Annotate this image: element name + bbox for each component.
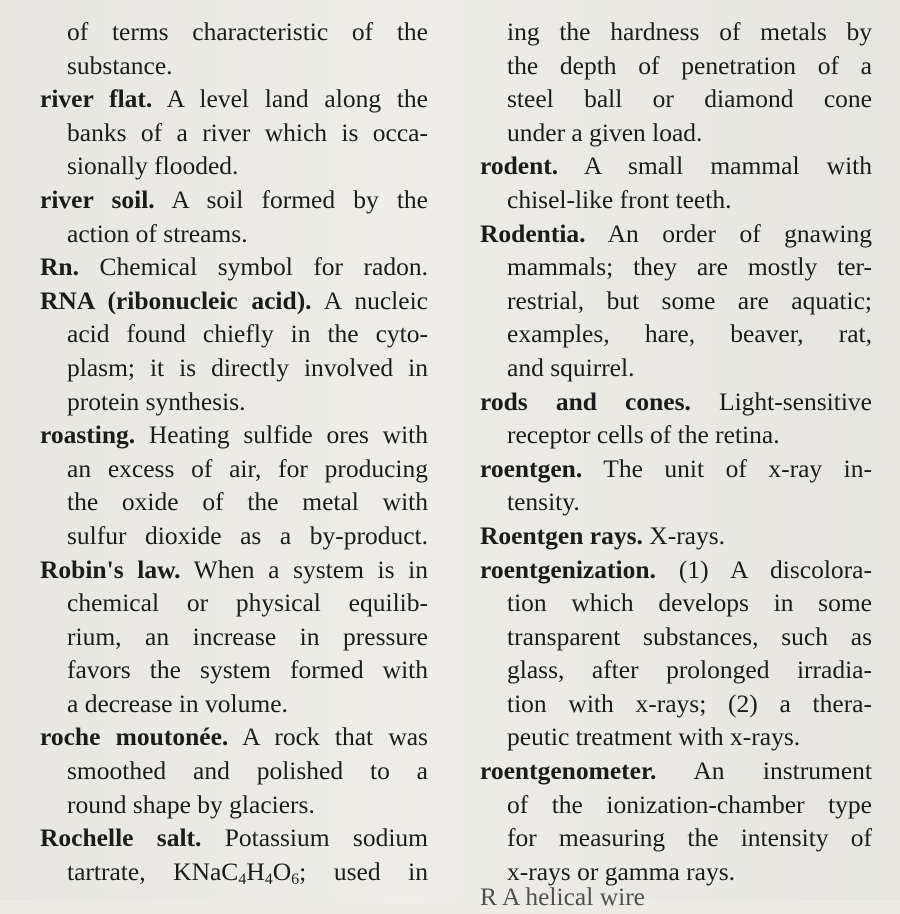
text-line: mammals; they are mostly ter- xyxy=(507,252,872,282)
entry-robins-law: Robin's law. When a system is in xyxy=(40,554,429,584)
text-line: banks of a river which is occa- xyxy=(67,117,428,147)
entry-term: rodent. xyxy=(480,151,559,181)
entry-term: roasting. xyxy=(40,420,136,450)
text-line: of terms characteristic of the xyxy=(67,17,428,46)
entry-term: river flat. xyxy=(40,84,153,114)
text-line: x-rays or gamma rays. xyxy=(507,856,736,886)
entry-river-soil: river soil. A soil formed by the xyxy=(40,184,429,214)
text-line: chemical or physical equilib- xyxy=(67,588,428,618)
entry-rodent: rodent. A small mammal with xyxy=(480,151,872,181)
text-line: peutic treatment with x-rays. xyxy=(507,722,801,752)
entry-term: Robin's law. xyxy=(40,554,181,584)
entry-river-flat: river flat. A level land along the xyxy=(40,84,428,114)
text-line: steel ball or diamond cone xyxy=(507,84,872,114)
text-line: glass, after prolonged irradia- xyxy=(507,655,872,685)
text-line: ing the hardness of metals by xyxy=(507,17,872,46)
entry-term: roentgenization. xyxy=(480,554,656,584)
entry-roentgen-rays: Roentgen rays. X-rays. xyxy=(480,520,726,550)
entry-rn: Rn. Chemical symbol for radon. xyxy=(40,252,428,282)
text-line: tion which develops in some xyxy=(507,588,872,618)
entry-term: roche moutonée. xyxy=(40,722,229,752)
right-column xyxy=(480,15,872,888)
text-line: receptor cells of the retina. xyxy=(507,420,780,450)
text-line: chisel-like front teeth. xyxy=(507,184,732,214)
entry-roentgen: roentgen. The unit of x-ray in- xyxy=(480,453,872,483)
entry-roasting: roasting. Heating sulfide ores with xyxy=(40,420,428,450)
entry-term: Rodentia. xyxy=(480,218,586,248)
text-line: plasm; it is directly involved in xyxy=(67,352,428,382)
entry-rochelle-salt: Rochelle salt. Potassium sodium xyxy=(40,823,428,853)
entry-roche-moutonee: roche moutonée. A rock that was xyxy=(40,722,428,752)
entry-term: rods and cones. xyxy=(480,386,691,416)
formula-line: tartrate, $KNaC_4H_4O_6$; used in xyxy=(67,856,428,888)
text-line: action of streams. xyxy=(67,218,248,248)
entry-rods-and-cones: rods and cones. Light-sensitive xyxy=(480,386,872,416)
text-line: rium, an increase in pressure xyxy=(67,621,428,651)
text-line: for measuring the intensity of xyxy=(507,823,872,853)
text-line: a decrease in volume. xyxy=(67,688,288,718)
entry-term: Rn. xyxy=(40,252,79,282)
entry-term: roentgenometer. xyxy=(480,756,657,786)
text-line: the depth of penetration of a xyxy=(507,50,872,80)
entry-term: RNA (ribonucleic acid). xyxy=(40,285,312,315)
left-column xyxy=(40,15,428,888)
text-line: favors the system formed with xyxy=(67,655,428,685)
text-line: tensity. xyxy=(507,487,580,517)
text-line: sulfur dioxide as a by-product. xyxy=(67,520,428,550)
text-line: round shape by glaciers. xyxy=(67,789,315,819)
text-line: of the ionization-chamber type xyxy=(507,789,872,819)
text-line: transparent substances, such as xyxy=(507,621,872,651)
entry-term: roentgen. xyxy=(480,453,583,483)
entry-term: Rochelle salt. xyxy=(40,823,202,853)
text-line: substance. xyxy=(67,50,173,80)
text-line: under a given load. xyxy=(507,117,703,147)
text-line: examples, hare, beaver, rat, xyxy=(507,319,872,349)
entry-rodentia: Rodentia. An order of gnawing xyxy=(480,218,872,248)
text-line: smoothed and polished to a xyxy=(67,756,428,786)
text-line: an excess of air, for producing xyxy=(67,453,428,483)
text-line: tion with x-rays; (2) a thera- xyxy=(507,688,872,718)
text-line: acid found chiefly in the cyto- xyxy=(67,319,428,349)
entry-roentgenometer: roentgenometer. An instrument xyxy=(480,756,872,786)
entry-rna: RNA (ribonucleic acid). A nucleic xyxy=(40,285,428,315)
text-line: protein synthesis. xyxy=(67,386,246,416)
entry-roentgenization: roentgenization. (1) A discolora- xyxy=(480,554,872,584)
text-line: restrial, but some are aquatic; xyxy=(507,285,872,315)
text-line: sionally flooded. xyxy=(67,151,239,181)
text-line: and squirrel. xyxy=(507,352,635,382)
entry-term: Roentgen rays. xyxy=(480,520,643,550)
entry-term: river soil. xyxy=(40,184,155,214)
text-line: the oxide of the metal with xyxy=(67,487,428,517)
cut-off-line: R A helical wire xyxy=(480,882,646,911)
